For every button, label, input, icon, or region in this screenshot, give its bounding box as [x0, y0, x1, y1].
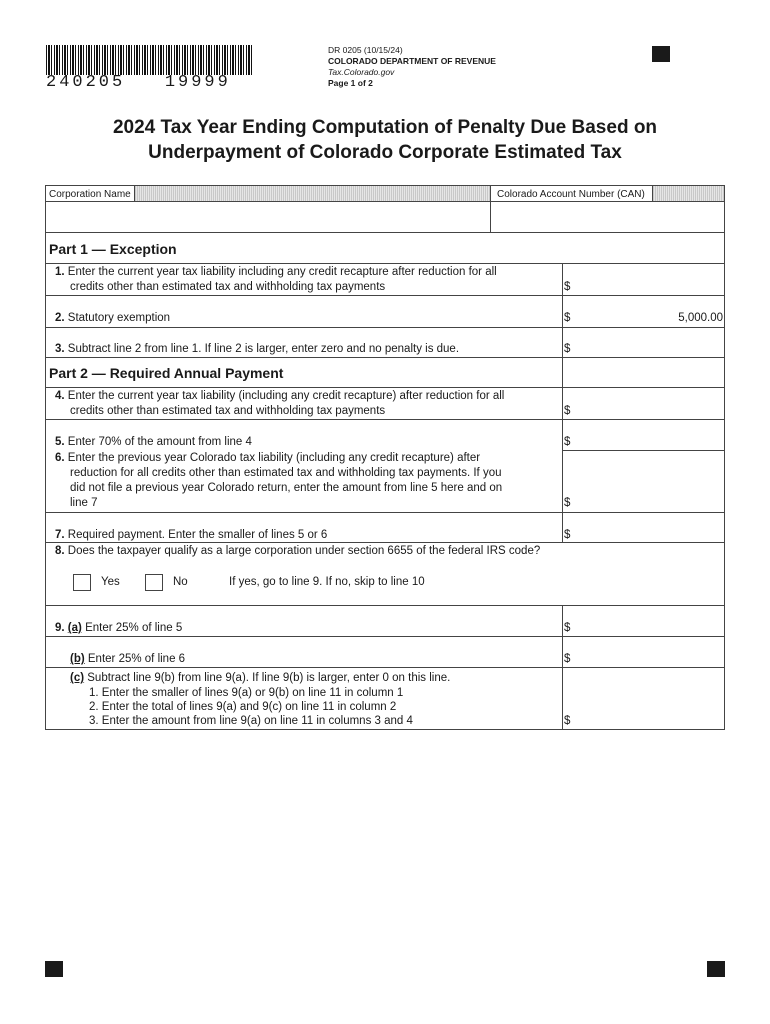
yes-checkbox[interactable] — [73, 574, 91, 591]
no-label: No — [173, 576, 188, 588]
line6-label: 6. Enter the previous year Colorado tax liability (including any credit recapture) after — [55, 452, 481, 464]
line9a-amount-field[interactable] — [574, 606, 724, 636]
line2-amount: 5,000.00 — [678, 312, 723, 324]
line1-dollar: $ — [564, 281, 571, 293]
line5-amount-field[interactable] — [574, 420, 724, 450]
corporation-name-label: Corporation Name — [49, 189, 131, 200]
line9b-label: (b) Enter 25% of line 6 — [70, 653, 186, 665]
form-id: DR 0205 (10/15/24) — [328, 45, 403, 55]
no-checkbox[interactable] — [145, 574, 163, 591]
line5-dollar: $ — [564, 436, 571, 448]
line3-dollar: $ — [564, 343, 571, 355]
line9c-instruction-3: 3. Enter the amount from line 9(a) on line 11 in columns 3 and 4 — [89, 715, 413, 727]
line9a-label: 9. (a) Enter 25% of line 5 — [55, 622, 183, 634]
line4-dollar: $ — [564, 405, 571, 417]
registration-mark-top-right — [652, 46, 670, 62]
barcode — [46, 45, 253, 75]
line2-label: 2. Statutory exemption — [55, 312, 171, 324]
department-name: COLORADO DEPARTMENT OF REVENUE — [328, 56, 496, 66]
line9b-amount-field[interactable] — [574, 637, 724, 667]
line9c-dollar: $ — [564, 715, 571, 727]
line9b-dollar: $ — [564, 653, 571, 665]
line7-dollar: $ — [564, 529, 571, 541]
registration-mark-bottom-left — [45, 961, 63, 977]
form-title-line-2: Underpayment of Colorado Corporate Estimated Tax — [148, 142, 622, 163]
yes-label: Yes — [101, 576, 120, 588]
form-title-line-1: 2024 Tax Year Ending Computation of Penalty Due Based on — [112, 117, 658, 138]
line9c-label: (c) Subtract line 9(b) from line 9(a). If line 9(b) is larger, enter 0 on this line. — [70, 672, 451, 684]
corporation-name-field[interactable] — [46, 202, 489, 232]
shaded-band — [135, 186, 490, 201]
line6-label-cont-2: did not file a previous year Colorado return, enter the amount from line 5 here and on — [70, 482, 503, 494]
line9a-dollar: $ — [564, 622, 571, 634]
line7-amount-field[interactable] — [574, 513, 724, 542]
part1-heading: Part 1 — Exception — [49, 241, 177, 257]
line8-label: 8. Does the taxpayer qualify as a large corporation under section 6655 of the federal IRS code? — [55, 545, 541, 557]
part2-heading: Part 2 — Required Annual Payment — [49, 365, 284, 381]
line1-label-cont: credits other than estimated tax and withholding tax payments — [70, 281, 386, 293]
can-field[interactable] — [491, 202, 724, 232]
line6-label-cont-1: reduction for all credits other than estimated tax and withholding tax payments. If you — [70, 467, 502, 479]
line1-label: 1. Enter the current year tax liability including any credit recapture after reduction for all — [55, 266, 497, 278]
line1-amount-field[interactable] — [574, 264, 724, 295]
line6-dollar: $ — [564, 497, 571, 509]
line4-label-cont: credits other than estimated tax and withholding tax payments — [70, 405, 386, 417]
line6-amount-field[interactable] — [574, 451, 724, 512]
line9c-instruction-1: 1. Enter the smaller of lines 9(a) or 9(b) on line 11 in column 1 — [89, 687, 404, 699]
line8-instruction: If yes, go to line 9. If no, skip to line 10 — [229, 576, 425, 588]
line3-label: 3. Subtract line 2 from line 1. If line 2 is larger, enter zero and no penalty is due. — [55, 343, 460, 355]
line4-label: 4. Enter the current year tax liability (including any credit recapture) after reduction for all — [55, 390, 505, 402]
line5-label: 5. Enter 70% of the amount from line 4 — [55, 436, 252, 448]
line7-label: 7. Required payment. Enter the smaller of lines 5 or 6 — [55, 529, 328, 541]
page-number: Page 1 of 2 — [328, 78, 373, 88]
line2-dollar: $ — [564, 312, 571, 324]
line6-label-cont-3: line 7 — [70, 497, 98, 509]
registration-mark-bottom-right — [707, 961, 725, 977]
barcode-number: 240205 19999 — [46, 73, 231, 92]
shaded-band — [653, 186, 725, 201]
line9c-instruction-2: 2. Enter the total of lines 9(a) and 9(c) on line 11 in column 2 — [89, 701, 397, 713]
website: Tax.Colorado.gov — [328, 67, 395, 77]
can-label: Colorado Account Number (CAN) — [497, 189, 645, 200]
line4-amount-field[interactable] — [574, 388, 724, 419]
line9c-amount-field[interactable] — [574, 668, 724, 729]
line3-amount-field[interactable] — [574, 328, 724, 357]
